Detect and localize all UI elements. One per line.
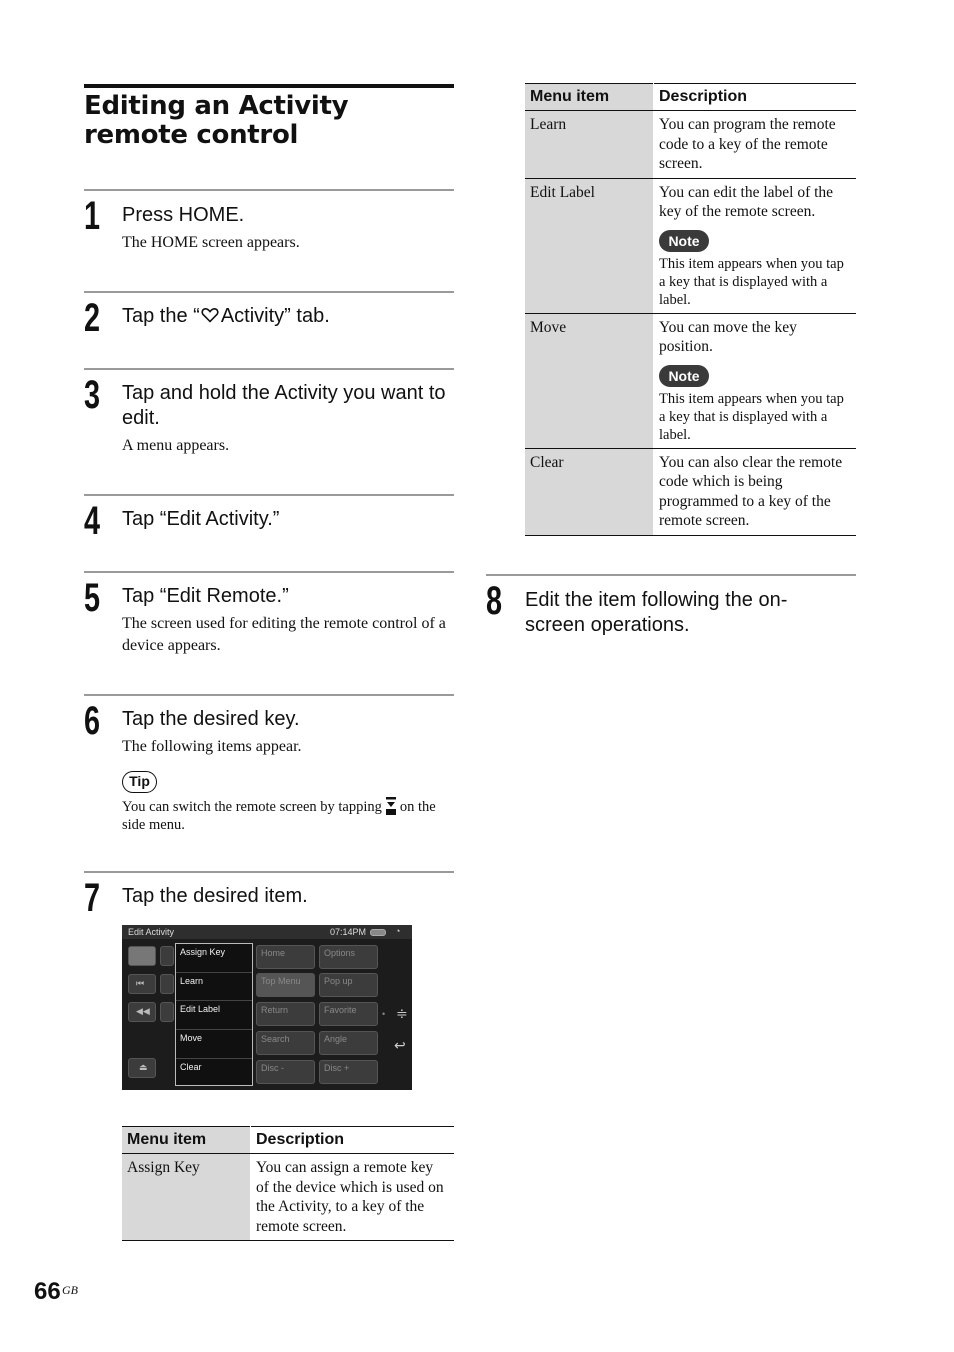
screenshot-key: ⏏ (128, 1058, 156, 1078)
step-rule (84, 368, 454, 370)
screenshot-key (256, 1060, 315, 1084)
step-rule (84, 694, 454, 696)
screenshot-menu-item: Move (180, 1033, 203, 1043)
screenshot-key-label: Favorite (324, 1005, 357, 1015)
step-rule (84, 291, 454, 293)
page-number-suffix: GB (62, 1283, 78, 1297)
side-menu-switch-icon (386, 797, 396, 815)
screenshot-key: ◀◀ (128, 1002, 156, 1022)
screenshot-key-label: Angle (324, 1034, 348, 1044)
step-rule (84, 871, 454, 873)
step-number-8: 8 (486, 579, 503, 623)
step-rule (84, 571, 454, 573)
step-rule (486, 574, 856, 576)
screenshot-key (256, 1031, 315, 1055)
step-number-1: 1 (84, 194, 101, 238)
step-number-2: 2 (84, 296, 101, 340)
screenshot-menu-divider (176, 972, 252, 973)
step-number-6: 6 (84, 699, 101, 743)
note-badge: Note (659, 365, 709, 387)
table-row (525, 448, 856, 535)
step-6-body: The following items appear. (122, 738, 302, 755)
table-cell-description: You can edit the label of the key of the remote screen. (659, 183, 834, 220)
table-cell-item: Move (525, 313, 654, 448)
screenshot-key (256, 973, 315, 997)
screenshot-key (319, 1002, 378, 1026)
step-4-heading: Tap “Edit Activity.” (122, 508, 280, 530)
screenshot-key (319, 945, 378, 969)
step-5-body: The screen used for editing the remote control of a device appears. (122, 615, 446, 654)
screenshot-key-label: Disc - (261, 1063, 284, 1073)
table-cell-description-with-note (654, 178, 857, 313)
step-2-heading-pre: Tap the “ (122, 305, 200, 327)
screenshot-key (160, 946, 174, 966)
note-text: This item appears when you tap a key that is displayed with a label. (659, 255, 844, 308)
table-cell-item: Edit Label (525, 178, 654, 313)
screenshot-key (256, 945, 315, 969)
step-number-7: 7 (84, 876, 101, 920)
screenshot-menu-item: Edit Label (180, 1004, 221, 1014)
menu-item-table-right (525, 83, 856, 536)
screenshot-back-icon: ↩ (394, 1037, 406, 1053)
step-number-4: 4 (84, 499, 101, 543)
battery-icon (370, 929, 386, 936)
screenshot-popup-menu (175, 943, 253, 1086)
step-3-body: A menu appears. (122, 437, 230, 454)
table-cell-description-with-note (654, 313, 857, 448)
table-row (525, 111, 856, 179)
step-2-heading (122, 304, 454, 329)
step-rule (84, 189, 454, 191)
screenshot-key (160, 1002, 174, 1022)
step-1-body: The HOME screen appears. (122, 234, 300, 251)
table-row (525, 313, 856, 448)
table-cell-item: Assign Key (122, 1154, 251, 1241)
title-rule (84, 84, 454, 88)
menu-item-table-left (122, 1126, 454, 1241)
table-header-menu-item: Menu item (122, 1127, 251, 1154)
screenshot-menu-item: Learn (180, 976, 204, 986)
screenshot-menu-divider (176, 1029, 252, 1030)
screenshot-key (256, 1002, 315, 1026)
table-header-description: Description (251, 1127, 455, 1154)
screenshot-key (319, 1060, 378, 1084)
screenshot-key-label: Top Menu (261, 976, 301, 986)
tip-badge: Tip (122, 771, 157, 793)
table-cell-description: You can program the remote code to a key of the remote screen. (654, 111, 857, 179)
screenshot-menu-divider (176, 1058, 252, 1059)
screenshot-key-label: Return (261, 1005, 289, 1015)
step-rule (84, 494, 454, 496)
screenshot-menu-item: Clear (180, 1062, 202, 1072)
screenshot-key-label: Options (324, 948, 356, 958)
step-3-heading: Tap and hold the Activity you want to edit. (122, 382, 446, 429)
heart-icon (201, 307, 219, 323)
screenshot-key (128, 946, 156, 966)
step-5-heading: Tap “Edit Remote.” (122, 585, 289, 607)
screenshot-side-switch-icon: ≑ (396, 1005, 408, 1021)
table-cell-description: You can assign a remote key of the device which is used on the Activity, to a key of the remote screen. (251, 1154, 455, 1241)
screenshot-key-label: Home (261, 948, 286, 958)
step-2-heading-post: Activity” tab. (220, 305, 330, 327)
note-text: This item appears when you tap a key that is displayed with a label. (659, 390, 844, 443)
page-title: Editing an Activity remote control (84, 91, 349, 150)
screenshot-menu-item: Assign Key (180, 947, 226, 957)
tip-text (122, 797, 454, 834)
table-cell-description: You can also clear the remote code which is being programmed to a key of the remote screen. (654, 448, 857, 535)
screenshot-menu-divider (176, 1000, 252, 1001)
table-row (525, 178, 856, 313)
table-cell-item: Clear (525, 448, 654, 535)
step-7-heading: Tap the desired item. (122, 885, 308, 907)
step-number-5: 5 (84, 576, 101, 620)
screenshot-time: 07:14PM (330, 927, 367, 937)
screenshot-title: Edit Activity (128, 927, 175, 937)
screenshot-key-label: Search (261, 1034, 290, 1044)
screenshot-key-label: Pop up (324, 976, 353, 986)
step-6-heading: Tap the desired key. (122, 708, 300, 730)
table-cell-description: You can move the key position. (659, 318, 797, 355)
step-8-heading: Edit the item following the on-screen operations. (525, 589, 788, 636)
tip-text-post: on the side menu. (122, 799, 436, 833)
page-number: 66 (34, 1278, 61, 1305)
signal-icon: ◔ (395, 926, 401, 936)
screenshot-key: ⏮ (128, 974, 156, 994)
table-header-description: Description (654, 84, 857, 111)
table-cell-item: Learn (525, 111, 654, 179)
screenshot-page-dots: • (382, 1009, 386, 1019)
table-row (122, 1154, 454, 1241)
table-header-menu-item: Menu item (525, 84, 654, 111)
step-number-3: 3 (84, 373, 101, 417)
note-badge: Note (659, 230, 709, 252)
screenshot-key-label: Disc + (324, 1063, 350, 1073)
device-screenshot (122, 925, 412, 1090)
screenshot-key (319, 1031, 378, 1055)
screenshot-key (319, 973, 378, 997)
step-1-heading: Press HOME. (122, 204, 245, 226)
tip-text-pre: You can switch the remote screen by tapping (122, 799, 382, 815)
screenshot-key (160, 974, 174, 994)
